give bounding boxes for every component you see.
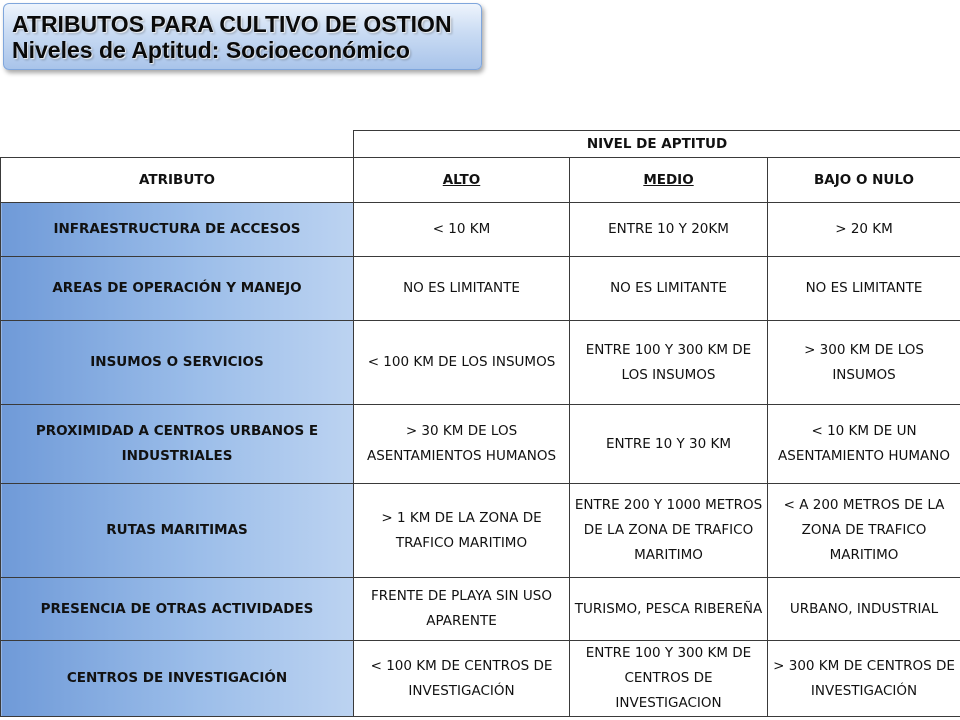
table-row <box>1 484 960 578</box>
attr-cell: CENTROS DE INVESTIGACIÓN <box>1 641 354 717</box>
cell-alto: > 1 KM DE LA ZONA DE TRAFICO MARITIMO <box>354 484 570 578</box>
cell-alto: NO ES LIMITANTE <box>354 257 570 321</box>
cell-medio: ENTRE 10 Y 20KM <box>570 203 768 257</box>
cell-bajo: URBANO, INDUSTRIAL <box>768 578 960 641</box>
slide-title: ATRIBUTOS PARA CULTIVO DE OSTION <box>12 11 452 37</box>
table-row <box>1 257 960 321</box>
table-row <box>1 321 960 405</box>
cell-medio: NO ES LIMITANTE <box>570 257 768 321</box>
cell-bajo: < A 200 METROS DE LA ZONA DE TRAFICO MARITIMO <box>768 484 960 578</box>
cell-alto: > 30 KM DE LOS ASENTAMIENTOS HUMANOS <box>354 405 570 484</box>
cell-bajo: > 20 KM <box>768 203 960 257</box>
level-header-alto: ALTO <box>354 158 570 203</box>
cell-medio: ENTRE 10 Y 30 KM <box>570 405 768 484</box>
cell-medio: TURISMO, PESCA RIBEREÑA <box>570 578 768 641</box>
title-box <box>3 3 482 70</box>
header-row-levels <box>1 158 960 203</box>
level-header-medio: MEDIO <box>570 158 768 203</box>
cell-alto: < 10 KM <box>354 203 570 257</box>
attr-cell: AREAS DE OPERACIÓN Y MANEJO <box>1 257 354 321</box>
cell-alto: < 100 KM DE CENTROS DE INVESTIGACIÓN <box>354 641 570 717</box>
table-row <box>1 578 960 641</box>
attr-cell: INFRAESTRUCTURA DE ACCESOS <box>1 203 354 257</box>
cell-alto: < 100 KM DE LOS INSUMOS <box>354 321 570 405</box>
cell-medio: ENTRE 100 Y 300 KM DE CENTROS DE INVESTIGACION <box>570 641 768 717</box>
cell-medio: ENTRE 100 Y 300 KM DE LOS INSUMOS <box>570 321 768 405</box>
table-row <box>1 203 960 257</box>
header-row-nivel <box>1 131 960 158</box>
blank-corner <box>1 131 354 158</box>
cell-bajo: NO ES LIMITANTE <box>768 257 960 321</box>
attr-cell: PRESENCIA DE OTRAS ACTIVIDADES <box>1 578 354 641</box>
cell-alto: FRENTE DE PLAYA SIN USO APARENTE <box>354 578 570 641</box>
aptitude-table <box>0 130 960 717</box>
atributo-header: ATRIBUTO <box>1 158 354 203</box>
attr-cell: RUTAS MARITIMAS <box>1 484 354 578</box>
cell-medio: ENTRE 200 Y 1000 METROS DE LA ZONA DE TRAFICO MARITIMO <box>570 484 768 578</box>
table-row <box>1 641 960 717</box>
attr-cell: PROXIMIDAD A CENTROS URBANOS E INDUSTRIALES <box>1 405 354 484</box>
cell-bajo: > 300 KM DE LOS INSUMOS <box>768 321 960 405</box>
slide-subtitle: Niveles de Aptitud: Socioeconómico <box>12 37 410 63</box>
table-row <box>1 405 960 484</box>
nivel-aptitud-header: NIVEL DE APTITUD <box>354 131 960 158</box>
level-header-bajo: BAJO O NULO <box>768 158 960 203</box>
attr-cell: INSUMOS O SERVICIOS <box>1 321 354 405</box>
cell-bajo: < 10 KM DE UN ASENTAMIENTO HUMANO <box>768 405 960 484</box>
cell-bajo: > 300 KM DE CENTROS DE INVESTIGACIÓN <box>768 641 960 717</box>
